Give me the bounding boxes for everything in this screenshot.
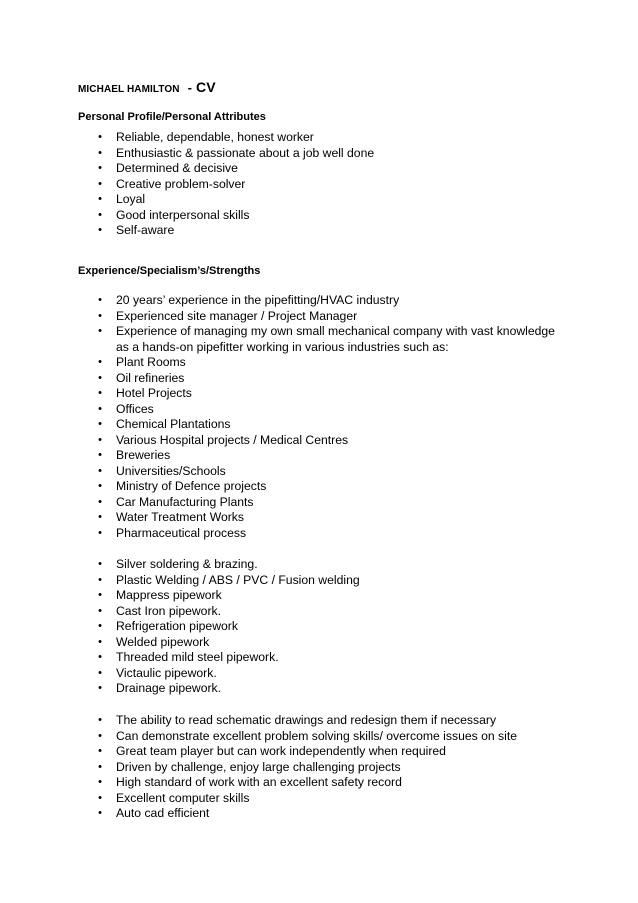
list-item-text: Silver soldering & brazing.	[116, 557, 258, 571]
profile-list	[95, 130, 565, 239]
list-item	[95, 324, 565, 355]
list-item	[95, 192, 565, 208]
list-item	[95, 146, 565, 162]
list-item	[95, 371, 565, 387]
list-item-text: Drainage pipework.	[116, 681, 222, 695]
bullet-icon: •	[98, 651, 102, 663]
bullet-icon: •	[98, 449, 102, 461]
list-item-text: Can demonstrate excellent problem solving skills/ overcome issues on site	[116, 728, 518, 743]
list-item-text: 20 years’ experience in the pipefitting/HVAC industry	[116, 293, 400, 307]
list-item	[95, 177, 565, 193]
bullet-icon: •	[98, 745, 102, 757]
list-item	[95, 775, 565, 791]
list-item-text: Determined & decisive	[116, 161, 238, 175]
list-item	[95, 309, 565, 325]
experience-heading: Experience/Specialism’s/Strengths	[78, 265, 261, 277]
bullet-icon: •	[98, 776, 102, 788]
list-item	[95, 130, 565, 146]
list-item-text: Cast Iron pipework.	[116, 603, 221, 618]
list-item	[95, 208, 565, 224]
list-item	[95, 386, 565, 402]
list-item	[95, 604, 565, 620]
list-item-text: Chemical Plantations	[116, 417, 231, 431]
bullet-icon: •	[98, 604, 102, 617]
bullet-icon: •	[98, 146, 102, 159]
bullet-icon: •	[98, 224, 102, 236]
bullet-icon: •	[98, 193, 102, 205]
list-item	[95, 223, 565, 239]
experience-list-skills	[95, 557, 565, 697]
list-item	[95, 293, 565, 309]
list-item	[95, 760, 565, 776]
bullet-icon: •	[98, 573, 102, 586]
bullet-icon: •	[98, 714, 102, 726]
list-item-text: Enthusiastic & passionate about a job well done	[116, 145, 375, 160]
list-item	[95, 588, 565, 604]
list-item	[95, 526, 565, 542]
bullet-icon: •	[98, 807, 102, 819]
bullet-icon: •	[98, 511, 102, 523]
list-item-text: Excellent computer skills	[116, 790, 250, 805]
list-item-text: Welded pipework	[116, 634, 210, 649]
bullet-icon: •	[98, 558, 102, 570]
list-item	[95, 573, 565, 589]
bullet-icon: •	[98, 208, 102, 221]
list-item-text: Good interpersonal skills	[116, 207, 250, 222]
bullet-icon: •	[98, 162, 102, 174]
list-item	[95, 417, 565, 433]
list-item-text: Great team player but can work independently when required	[116, 744, 446, 758]
list-item	[95, 402, 565, 418]
list-item-text: Mappress pipework	[116, 588, 222, 602]
experience-list-strengths	[95, 713, 565, 822]
list-item-text: Pharmaceutical process	[116, 525, 247, 540]
list-item	[95, 495, 565, 511]
bullet-icon: •	[98, 177, 102, 190]
bullet-icon: •	[98, 309, 102, 322]
bullet-icon: •	[98, 356, 102, 368]
list-item-text: Universities/Schools	[116, 463, 226, 478]
list-item-text: Self-aware	[116, 223, 175, 237]
list-item-text: Oil refineries	[116, 370, 185, 385]
list-item	[95, 510, 565, 526]
list-item-text: Loyal	[116, 192, 146, 206]
bullet-icon: •	[98, 495, 102, 508]
list-item	[95, 635, 565, 651]
bullet-icon: •	[98, 682, 102, 694]
bullet-icon: •	[98, 791, 102, 804]
list-item-text: Plant Rooms	[116, 355, 186, 369]
list-item-text: Water Treatment Works	[116, 510, 244, 524]
bullet-icon: •	[98, 402, 102, 415]
list-item	[95, 806, 565, 822]
list-item-text: Breweries	[116, 448, 171, 462]
bullet-icon: •	[98, 480, 102, 492]
list-item-text: Threaded mild steel pipework.	[116, 650, 279, 664]
profile-heading: Personal Profile/Personal Attributes	[78, 111, 266, 123]
list-item-text: The ability to read schematic drawings and redesign them if necessary	[116, 713, 497, 727]
list-item-text: Plastic Welding / ABS / PVC / Fusion welding	[116, 572, 360, 587]
list-item-text: Refrigeration pipework	[116, 619, 238, 633]
bullet-icon: •	[98, 418, 102, 430]
bullet-icon: •	[98, 387, 102, 399]
list-item	[95, 666, 565, 682]
list-item-text: Auto cad efficient	[116, 806, 210, 820]
list-item-text: Various Hospital projects / Medical Centres	[116, 432, 349, 447]
bullet-icon: •	[98, 294, 102, 306]
bullet-icon: •	[98, 464, 102, 477]
list-item-text: Reliable, dependable, honest worker	[116, 130, 314, 144]
bullet-icon: •	[98, 620, 102, 632]
cv-title	[78, 79, 216, 98]
list-item-text: Creative problem-solver	[116, 176, 246, 191]
list-item-text: Hotel Projects	[116, 386, 192, 400]
cv-name: MICHAEL HAMILTON	[78, 84, 180, 95]
list-item-text: Victaulic pipework.	[116, 665, 217, 680]
list-item	[95, 744, 565, 760]
list-item-text: Driven by challenge, enjoy large challenging projects	[116, 759, 401, 774]
experience-list-industries	[95, 293, 565, 541]
list-item	[95, 713, 565, 729]
bullet-icon: •	[98, 666, 102, 679]
list-item	[95, 557, 565, 573]
list-item-text: High standard of work with an excellent safety record	[116, 775, 402, 789]
list-item-text: Offices	[116, 401, 154, 416]
list-item	[95, 791, 565, 807]
bullet-icon: •	[98, 526, 102, 539]
bullet-icon: •	[98, 325, 102, 337]
list-item	[95, 729, 565, 745]
list-item-text: Ministry of Defence projects	[116, 479, 267, 493]
bullet-icon: •	[98, 729, 102, 742]
list-item	[95, 433, 565, 449]
list-item-text: Experienced site manager / Project Manager	[116, 308, 358, 323]
bullet-icon: •	[98, 131, 102, 143]
bullet-icon: •	[98, 760, 102, 773]
bullet-icon: •	[98, 635, 102, 648]
list-item	[95, 479, 565, 495]
bullet-icon: •	[98, 371, 102, 384]
list-item	[95, 161, 565, 177]
cv-label: CV	[196, 79, 216, 95]
list-item	[95, 619, 565, 635]
list-item	[95, 355, 565, 371]
list-item	[95, 681, 565, 697]
bullet-icon: •	[98, 589, 102, 601]
list-item-text: Experience of managing my own small mechanical company with vast knowledge as a hands-on pipefitter working in various industries such as:	[116, 324, 555, 354]
bullet-icon: •	[98, 433, 102, 446]
list-item	[95, 448, 565, 464]
list-item	[95, 464, 565, 480]
list-item	[95, 650, 565, 666]
list-item-text: Car Manufacturing Plants	[116, 494, 254, 509]
title-separator: -	[187, 80, 193, 95]
